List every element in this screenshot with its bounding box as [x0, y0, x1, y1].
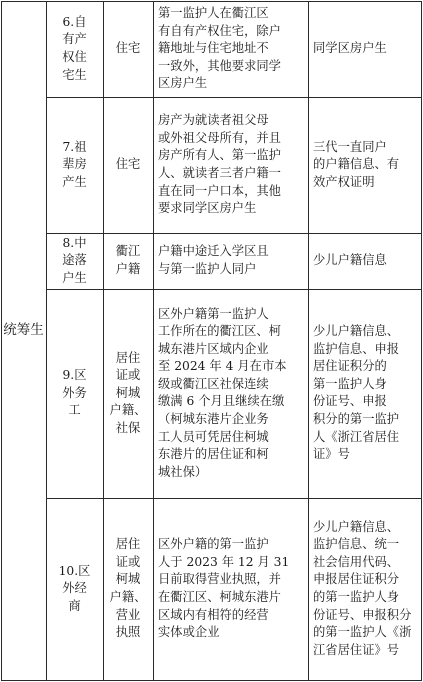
category-cell-line: 商 [68, 598, 81, 613]
table-border-left [1, 1, 2, 680]
column-divider [46, 1, 47, 680]
category-cell-line: 9.区 [62, 368, 87, 383]
category-cell-line: 7.祖 [62, 139, 87, 154]
materials-cell-line: 同学区房户生 [313, 41, 387, 56]
table-border-right [421, 1, 422, 680]
category-cell-line: 6.自 [62, 14, 87, 29]
materials-cell-line: 证》号 [313, 447, 350, 462]
materials-cell-line: 份证号、申报积分 [313, 607, 412, 622]
type-cell-line: 柯城 [115, 385, 141, 400]
column-divider [308, 1, 309, 680]
category-cell [48, 139, 101, 192]
materials-cell-line: 人《浙江省居住 [313, 429, 400, 444]
table-border-bottom [1, 680, 422, 681]
materials-cell-line: 的第一监护人身 [313, 589, 400, 604]
type-cell-line: 衢江 [115, 244, 141, 259]
requirement-cell-line: 至 2024 年 4 月在市本 [158, 359, 287, 374]
type-cell-line: 证或 [115, 554, 141, 569]
requirement-cell-line: 东港片的居住证和柯 [158, 447, 269, 462]
requirement-cell-line: 区房户生 [158, 76, 208, 91]
materials-cell [313, 139, 419, 192]
type-cell-line: 柯城 [115, 572, 141, 587]
requirement-cell-line: 房产所有人、第一监护 [158, 148, 281, 163]
table-border-top [1, 1, 422, 2]
type-cell-line: 营业 [115, 607, 141, 622]
category-cell [48, 14, 101, 84]
materials-cell-line: 份证号、申报 [313, 394, 387, 409]
category-cell [48, 367, 101, 420]
materials-cell-line: 江省居住证》号 [313, 642, 400, 657]
requirement-cell [158, 5, 306, 93]
requirement-cell-line: 缴满 6 个月且继续在缴 [158, 394, 285, 409]
type-cell-line: 户籍、 [109, 589, 147, 604]
category-cell [48, 235, 101, 288]
requirement-cell-line: 工作所在的衢江区、柯 [158, 324, 281, 339]
category-cell-line: 产生 [62, 174, 87, 189]
materials-cell-line: 居住证积分的 [313, 359, 387, 374]
requirement-cell-line: 城社保） [158, 464, 208, 479]
category-cell-line: 8.中 [62, 235, 87, 250]
materials-cell-line: 的户籍信息、有 [313, 157, 400, 172]
materials-cell-line: 申报居住证积分 [313, 572, 400, 587]
type-cell [105, 350, 151, 438]
materials-cell-line: 监护信息、统一 [313, 537, 400, 552]
category-cell-line: 宅生 [62, 67, 87, 82]
requirement-cell-line: 城东港片区域内企业 [158, 341, 269, 356]
materials-cell-line: 积分的第一监护 [313, 412, 400, 427]
category-cell-line: 有产 [62, 32, 87, 47]
category-cell-line: 工 [68, 403, 81, 418]
requirement-cell-line: 与第一监护人同户 [158, 261, 257, 276]
materials-cell-line: 第一监护人身 [313, 376, 387, 391]
materials-cell-line: 效产权证明 [313, 174, 375, 189]
materials-cell-line: 少儿户籍信息、 [313, 519, 400, 534]
category-cell-line: 10.区 [58, 563, 91, 578]
category-cell-line: 户生 [62, 270, 87, 285]
requirement-cell-line: 区外户籍第一监护人 [158, 306, 269, 321]
requirement-cell-line: 要求同学区房户生 [158, 201, 257, 216]
type-cell-line: 证或 [115, 368, 141, 383]
requirement-cell [158, 536, 306, 642]
category-cell-line: 外务 [62, 385, 87, 400]
category-cell-line: 外经 [62, 581, 87, 596]
requirement-cell-line: 在衢江区、柯城东港片 [158, 589, 281, 604]
materials-cell-line: 少儿户籍信息、 [313, 324, 400, 339]
requirement-cell-line: （柯城东港片企业务 [158, 412, 269, 427]
requirement-cell-line: 户籍中途迁入学区且 [158, 244, 269, 259]
materials-cell [313, 519, 419, 660]
requirement-cell-line: 或外祖父母所有，并且 [158, 130, 281, 145]
type-cell-line: 住宅 [115, 157, 141, 172]
requirement-cell-line: 籍地址与住宅地址不 [158, 41, 269, 56]
requirement-cell-line: 直在同一户口本，其他 [158, 183, 281, 198]
requirement-cell-line: 日前取得营业执照，并 [158, 572, 281, 587]
type-cell [105, 40, 151, 58]
materials-cell [313, 40, 419, 58]
type-cell-line: 户籍、 [109, 403, 147, 418]
type-cell-line: 执照 [115, 625, 141, 640]
requirement-cell-line: 房产为就读者祖父母 [158, 113, 269, 128]
requirement-cell-line: 实体或企业 [158, 625, 220, 640]
type-cell-line: 居住 [115, 537, 141, 552]
requirement-cell [158, 306, 306, 482]
row-divider [46, 233, 422, 234]
type-cell-line: 社保 [115, 420, 141, 435]
materials-cell [313, 323, 419, 464]
materials-cell-line: 少儿户籍信息 [313, 253, 387, 268]
type-cell-line: 居住 [115, 350, 141, 365]
row-divider [46, 289, 422, 290]
category-cell [48, 563, 101, 616]
type-cell [105, 536, 151, 642]
group-label: 统筹生 [3, 322, 44, 338]
requirement-cell-line: 区域内有相符的经营 [158, 607, 269, 622]
type-cell [105, 156, 151, 174]
requirement-cell-line: 区外户籍的第一监护 [158, 537, 269, 552]
column-divider [103, 1, 104, 680]
type-cell-line: 住宅 [115, 41, 141, 56]
category-cell-line: 途落 [62, 253, 87, 268]
category-cell-line: 辈房 [62, 157, 87, 172]
row-divider [46, 498, 422, 499]
materials-cell-line: 三代一直同户 [313, 139, 387, 154]
type-cell-line: 户籍 [115, 261, 141, 276]
requirement-cell-line: 人、就读者三者户籍一 [158, 165, 281, 180]
column-divider [153, 1, 154, 680]
requirement-cell-line: 级或衢江区社保连续 [158, 376, 269, 391]
requirement-cell-line: 工人员可凭居住柯城 [158, 429, 269, 444]
type-cell [105, 243, 151, 278]
materials-cell-line: 监护信息、申报 [313, 341, 400, 356]
row-divider [46, 97, 422, 98]
requirement-cell-line: 有自有产权住宅，除户 [158, 23, 281, 38]
materials-cell [313, 252, 419, 270]
requirement-cell [158, 112, 306, 218]
category-cell-line: 权住 [62, 49, 87, 64]
requirement-cell-line: 第一监护人在衢江区 [158, 6, 269, 20]
materials-cell-line: 社会信用代码、 [313, 554, 400, 569]
requirement-cell-line: 一致外，其他要求同学 [158, 58, 281, 73]
requirement-cell [158, 243, 306, 278]
requirement-cell-line: 人于 2023 年 12 月 31 [158, 554, 290, 569]
materials-cell-line: 的第一监护人《浙 [313, 625, 412, 640]
